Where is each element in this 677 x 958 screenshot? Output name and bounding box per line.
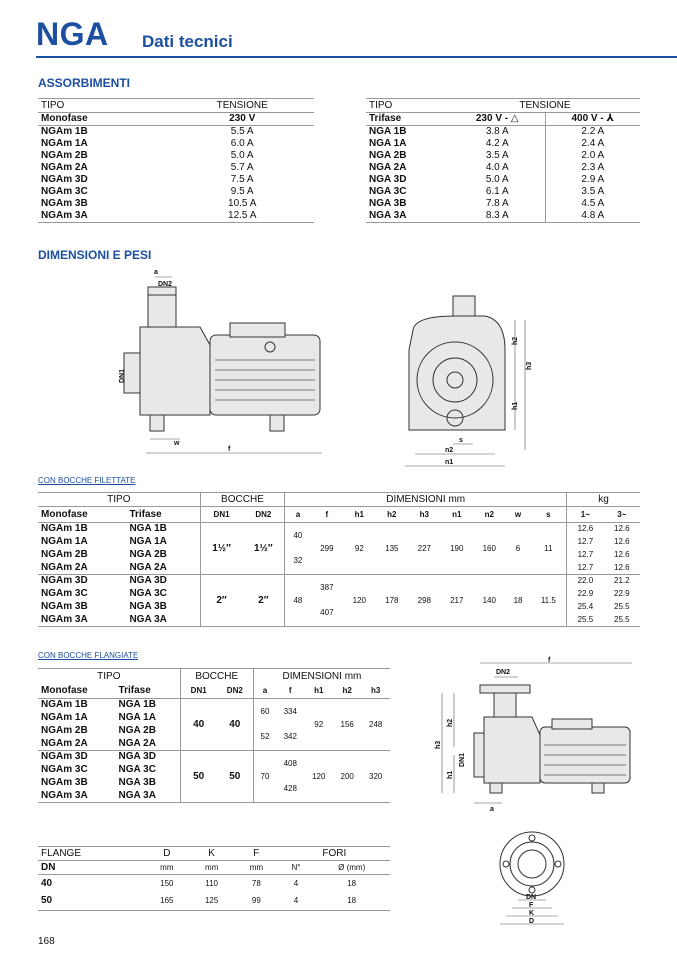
sub-header-trifase: Trifase bbox=[369, 113, 402, 124]
cell-model-mono: NGAm 3B bbox=[41, 601, 88, 612]
label-f: f bbox=[548, 657, 551, 664]
section-title-dimensioni: DIMENSIONI E PESI bbox=[38, 248, 152, 262]
label-dn1: DN1 bbox=[119, 368, 126, 383]
label-h2: h2 bbox=[447, 718, 454, 727]
section-title-flangiate: CON BOCCHE FLANGIATE bbox=[38, 651, 139, 660]
cell-dn2: 1½″ bbox=[254, 542, 273, 554]
cell-model-mono: NGAm 1B bbox=[41, 699, 88, 711]
label-h3: h3 bbox=[435, 740, 442, 749]
cell-2: 110 bbox=[205, 878, 218, 888]
cell-2: 125 bbox=[204, 896, 219, 906]
sub-header-trifase: Trifase bbox=[129, 508, 162, 520]
cell-model-mono: NGAm 2A bbox=[41, 737, 88, 749]
label-D: D bbox=[529, 918, 535, 925]
front-casing-shape bbox=[409, 316, 505, 430]
sub-header-n: N° bbox=[291, 862, 301, 872]
cell-current: 7.5 A bbox=[230, 174, 254, 185]
cell-model-tri: NGA 3A bbox=[118, 789, 156, 801]
col-header-kg: kg bbox=[567, 493, 640, 507]
cell-dn1: 40 bbox=[180, 699, 217, 751]
cell-kg-mono: 25.4 bbox=[567, 601, 604, 614]
cell-model-mono: NGAm 3C bbox=[41, 764, 88, 775]
cell-f: 428 bbox=[283, 784, 297, 794]
col-header-tipo: TIPO bbox=[369, 99, 393, 111]
cell-5: 18 bbox=[347, 878, 357, 888]
cell-dn2: 40 bbox=[229, 718, 241, 730]
sub-header-2: a bbox=[253, 685, 276, 699]
label-K: K bbox=[529, 910, 535, 917]
cell-model-mono: NGAm 1B bbox=[41, 523, 88, 535]
table-row bbox=[38, 893, 390, 911]
sub-header-230v-delta: 230 V - △ bbox=[475, 113, 519, 124]
label-a: a bbox=[154, 269, 158, 276]
cell-kg-tri: 25.5 bbox=[614, 602, 630, 611]
cell-current-400: 2.4 A bbox=[545, 138, 640, 150]
table-row bbox=[38, 162, 314, 174]
sub-header-4: h1 bbox=[314, 686, 324, 696]
cell-dn1: 50 bbox=[180, 751, 217, 803]
cell-model-tri: NGA 2A bbox=[118, 737, 156, 749]
cell-current-400: 4.8 A bbox=[545, 210, 640, 223]
cell-model: NGA 3C bbox=[369, 186, 407, 197]
cell-f: 342 bbox=[283, 732, 297, 742]
cell-a: 48 bbox=[285, 575, 311, 627]
cell-kg-mono: 25.5 bbox=[567, 614, 604, 627]
page-header bbox=[36, 16, 677, 58]
table-row bbox=[38, 575, 640, 588]
sub-header-trifase: Trifase bbox=[118, 685, 151, 697]
label-a: a bbox=[490, 806, 494, 813]
col-header-flange: FLANGE bbox=[41, 847, 82, 859]
cell-model-mono: NGAm 2B bbox=[41, 549, 88, 560]
sub-header-6: h3 bbox=[419, 509, 429, 519]
cell-s: 11.5 bbox=[540, 595, 556, 605]
cell-model: NGAm 1B bbox=[41, 126, 88, 137]
sub-header-5: h2 bbox=[387, 509, 397, 519]
sub-header-12: 3~ bbox=[617, 509, 627, 519]
col-header-bocche: BOCCHE bbox=[180, 669, 253, 685]
table-row bbox=[38, 699, 390, 712]
cell-model: NGAm 3B bbox=[41, 198, 88, 209]
table-bocche-flangiate bbox=[38, 668, 390, 803]
col-header-tensione: TENSIONE bbox=[216, 99, 268, 111]
cell-kg-tri: 21.2 bbox=[614, 576, 630, 586]
table-row bbox=[38, 751, 390, 764]
cell-n1: 217 bbox=[450, 595, 464, 605]
cell-current: 5.0 A bbox=[230, 150, 254, 161]
table-row bbox=[366, 210, 640, 223]
cell-h2: 135 bbox=[385, 543, 399, 553]
cell-h1: 92 bbox=[314, 719, 324, 729]
cell-w: 6 bbox=[515, 543, 521, 553]
cell-kg-mono: 12.7 bbox=[567, 549, 604, 562]
cell-model-tri: NGA 2A bbox=[129, 561, 167, 573]
cell-current: 10.5 A bbox=[228, 198, 257, 209]
sub-header-10: s bbox=[546, 509, 551, 519]
cell-kg-tri: 12.6 bbox=[614, 550, 630, 559]
table-assorbimenti-trifase bbox=[366, 98, 640, 223]
cell-f: 299 bbox=[320, 543, 334, 553]
cell-3: 78 bbox=[251, 878, 261, 888]
cell-h3: 227 bbox=[417, 543, 431, 553]
table-flange bbox=[38, 846, 390, 911]
cell-n1: 190 bbox=[450, 543, 464, 553]
table-row bbox=[38, 198, 314, 210]
cell-f: 407 bbox=[320, 608, 334, 618]
label-dn2: DN2 bbox=[496, 669, 511, 676]
cell-model-tri: NGA 1A bbox=[129, 536, 167, 547]
cell-model: NGA 1B bbox=[369, 126, 407, 137]
cell-model: NGAm 1A bbox=[41, 138, 88, 149]
cell-model: NGA 1A bbox=[369, 138, 407, 149]
col-header-f: F bbox=[253, 847, 260, 859]
cell-current-230: 3.8 A bbox=[485, 126, 509, 137]
sub-header-1: DN2 bbox=[226, 686, 243, 696]
table-row bbox=[366, 186, 640, 198]
cell-model-mono: NGAm 1A bbox=[41, 536, 88, 547]
sub-header-o: Ø (mm) bbox=[338, 862, 366, 872]
sub-header-1: DN2 bbox=[255, 509, 272, 519]
cell-4: 4 bbox=[293, 878, 299, 888]
cell-model: NGAm 3A bbox=[41, 210, 88, 221]
page-subtitle: Dati tecnici bbox=[142, 32, 233, 51]
top-flange-shape bbox=[480, 685, 530, 693]
cell-4: 4 bbox=[293, 896, 299, 906]
table-row bbox=[38, 174, 314, 186]
sub-header-4: h1 bbox=[354, 509, 364, 519]
label-h1: h1 bbox=[512, 401, 519, 410]
section-title-filettate: CON BOCCHE FILETTATE bbox=[38, 476, 136, 485]
table-row bbox=[38, 523, 640, 536]
cell-model-tri: NGA 2B bbox=[118, 725, 156, 736]
cell-kg-mono: 12.6 bbox=[567, 523, 604, 536]
label-s: s bbox=[459, 437, 463, 444]
col-header-tipo: TIPO bbox=[97, 670, 121, 682]
sub-header-230v: 230 V bbox=[229, 113, 256, 124]
cell-current-230: 4.0 A bbox=[485, 162, 509, 173]
table-row bbox=[38, 138, 314, 150]
cell-model-mono: NGAm 3D bbox=[41, 751, 88, 763]
cell-model-tri: NGA 2B bbox=[129, 549, 167, 560]
pump-front-view-drawing bbox=[395, 290, 535, 470]
foot-front-shape bbox=[150, 415, 164, 431]
flanged-casing-shape bbox=[484, 717, 540, 783]
sub-header-2: a bbox=[285, 507, 311, 523]
cell-dn1: 1½″ bbox=[200, 523, 242, 575]
section-title-assorbimenti: ASSORBIMENTI bbox=[38, 76, 131, 90]
table-row bbox=[38, 150, 314, 162]
cell-model: NGA 3A bbox=[369, 210, 407, 221]
col-header-tensione: TENSIONE bbox=[519, 99, 571, 111]
cell-current-400: 2.2 A bbox=[545, 126, 640, 139]
cell-h1: 120 bbox=[352, 595, 367, 605]
label-f: f bbox=[228, 446, 231, 453]
cell-current-230: 7.8 A bbox=[485, 198, 509, 209]
sub-header-0: DN1 bbox=[180, 685, 217, 699]
cell-w: 18 bbox=[513, 595, 523, 605]
terminal-box-shape bbox=[230, 323, 285, 337]
col-header-dimensioni: DIMENSIONI mm bbox=[285, 493, 567, 507]
sub-header-3: f bbox=[288, 686, 292, 696]
label-h2: h2 bbox=[512, 336, 519, 345]
cell-model-mono: NGAm 1A bbox=[41, 712, 88, 723]
cell-model-mono: NGAm 2B bbox=[41, 725, 88, 736]
cell-current-400: 3.5 A bbox=[545, 186, 640, 198]
side-flange-shape bbox=[474, 733, 484, 777]
flange-drawing bbox=[490, 830, 580, 930]
cell-model-tri: NGA 1A bbox=[118, 712, 156, 723]
table-row bbox=[366, 138, 640, 150]
page-number: 168 bbox=[38, 936, 55, 947]
cell-current-400: 2.3 A bbox=[545, 162, 640, 174]
label-dn1: DN1 bbox=[459, 752, 466, 767]
sub-header-monofase: Monofase bbox=[41, 113, 88, 124]
sub-header-3: f bbox=[325, 509, 329, 519]
cell-dn1: 2″ bbox=[200, 575, 242, 627]
cell-f: 408 bbox=[283, 758, 297, 768]
table-row bbox=[38, 126, 314, 139]
col-header-dimensioni: DIMENSIONI mm bbox=[253, 669, 390, 685]
col-header-tipo: TIPO bbox=[107, 493, 131, 505]
cell-s: 11 bbox=[544, 543, 553, 553]
cell-model: NGA 2A bbox=[369, 162, 407, 173]
cell-kg-tri: 25.5 bbox=[614, 614, 630, 624]
outlet-nozzle-shape bbox=[148, 287, 176, 327]
cell-model: NGA 3D bbox=[369, 174, 407, 185]
cell-model: NGAm 2B bbox=[41, 150, 88, 161]
cell-current-230: 6.1 A bbox=[485, 186, 509, 197]
cell-current-230: 8.3 A bbox=[485, 210, 509, 221]
cell-a: 40 bbox=[285, 523, 311, 549]
cell-a: 70 bbox=[253, 751, 276, 803]
cell-h3: 248 bbox=[369, 719, 383, 729]
cell-n2: 160 bbox=[482, 543, 496, 553]
cell-model: NGAm 3C bbox=[41, 186, 88, 197]
cell-model-mono: NGAm 2A bbox=[41, 561, 88, 573]
cell-kg-mono: 22.0 bbox=[567, 575, 604, 588]
label-h1: h1 bbox=[447, 770, 454, 779]
sub-header-monofase: Monofase bbox=[41, 685, 88, 697]
cell-f: 334 bbox=[283, 706, 297, 716]
cell-1: 165 bbox=[160, 896, 174, 906]
col-header-tipo: TIPO bbox=[41, 99, 65, 111]
sub-header-8: n2 bbox=[484, 509, 494, 519]
cell-model-tri: NGA 3D bbox=[118, 751, 156, 763]
cell-h2: 178 bbox=[385, 595, 399, 605]
cell-model-tri: NGA 1B bbox=[118, 699, 156, 711]
cell-0: 50 bbox=[41, 895, 53, 907]
inlet-shape bbox=[124, 353, 140, 393]
cell-model-mono: NGAm 3A bbox=[41, 613, 88, 625]
cell-model-tri: NGA 3D bbox=[129, 575, 167, 587]
cell-model-mono: NGAm 3A bbox=[41, 789, 88, 801]
cell-h1: 120 bbox=[312, 771, 326, 781]
brand-title: NGA bbox=[36, 16, 109, 52]
cell-h3: 320 bbox=[369, 771, 383, 781]
cell-kg-mono: 12.7 bbox=[567, 536, 604, 549]
cell-current: 12.5 A bbox=[228, 210, 257, 221]
sub-header-k-unit: mm bbox=[204, 862, 219, 872]
cell-current: 6.0 A bbox=[230, 138, 254, 149]
cell-model-tri: NGA 3C bbox=[118, 764, 156, 775]
cell-a: 52 bbox=[253, 725, 276, 751]
cell-model-mono: NGAm 3D bbox=[41, 575, 88, 587]
cell-current-230: 3.5 A bbox=[485, 150, 509, 161]
cell-model: NGA 3B bbox=[369, 198, 407, 209]
cell-dn2: 50 bbox=[229, 770, 241, 782]
sub-header-monofase: Monofase bbox=[41, 508, 88, 520]
table-row bbox=[366, 126, 640, 139]
table-row bbox=[38, 875, 390, 893]
cell-h2: 156 bbox=[340, 719, 354, 729]
cell-a: 32 bbox=[285, 549, 311, 575]
cell-current-230: 4.2 A bbox=[485, 138, 509, 149]
table-row bbox=[38, 210, 314, 223]
table-row bbox=[366, 150, 640, 162]
sub-header-0: DN1 bbox=[200, 507, 242, 523]
cell-a: 60 bbox=[253, 699, 276, 725]
cell-kg-tri: 12.6 bbox=[614, 562, 630, 572]
cell-h2: 200 bbox=[340, 771, 354, 781]
table-assorbimenti-monofase bbox=[38, 98, 314, 223]
cell-model: NGAm 2A bbox=[41, 162, 88, 173]
cell-3: 99 bbox=[251, 896, 261, 906]
label-w: w bbox=[174, 440, 180, 447]
sub-header-dn: DN bbox=[41, 861, 56, 873]
cell-model: NGAm 3D bbox=[41, 174, 88, 185]
sub-header-400v-star: 400 V - ⅄ bbox=[545, 113, 640, 126]
cell-model-tri: NGA 3B bbox=[118, 777, 156, 788]
sub-header-f-unit: mm bbox=[249, 862, 264, 872]
label-h3: h3 bbox=[526, 361, 533, 370]
sub-header-d-unit: mm bbox=[160, 862, 174, 872]
table-row bbox=[366, 174, 640, 186]
cell-current-230: 5.0 A bbox=[485, 174, 509, 185]
cell-5: 18 bbox=[347, 896, 357, 906]
sub-header-5: h2 bbox=[342, 686, 352, 696]
cell-current: 9.5 A bbox=[230, 186, 254, 197]
cell-1: 150 bbox=[160, 878, 174, 888]
cell-kg-mono: 12.7 bbox=[567, 562, 604, 575]
foot-rear-shape bbox=[270, 415, 284, 431]
table-row bbox=[38, 186, 314, 198]
outlet-neck-shape bbox=[494, 693, 516, 717]
cell-h1: 92 bbox=[354, 543, 364, 553]
sub-header-9: w bbox=[514, 509, 522, 519]
pump-casing-shape bbox=[140, 327, 210, 415]
label-dn: DN bbox=[526, 894, 537, 901]
cell-current-400: 2.0 A bbox=[545, 150, 640, 162]
col-header-bocche: BOCCHE bbox=[200, 493, 285, 507]
table-bocche-filettate bbox=[38, 492, 640, 627]
cell-h3: 298 bbox=[417, 595, 431, 605]
label-F: F bbox=[529, 902, 534, 909]
cell-model: NGA 2B bbox=[369, 150, 407, 161]
cell-kg-tri: 22.9 bbox=[614, 589, 630, 598]
cell-f: 387 bbox=[320, 582, 334, 592]
label-n2: n2 bbox=[445, 447, 454, 454]
cell-current-400: 2.9 A bbox=[545, 174, 640, 186]
cell-model-mono: NGAm 3C bbox=[41, 588, 88, 599]
cell-dn2: 2″ bbox=[258, 594, 269, 606]
cell-current: 5.5 A bbox=[230, 126, 254, 137]
col-header-d: D bbox=[163, 847, 171, 859]
label-n1: n1 bbox=[445, 459, 454, 466]
cell-current-400: 4.5 A bbox=[545, 198, 640, 210]
cell-n2: 140 bbox=[482, 595, 496, 605]
cell-kg-tri: 12.6 bbox=[614, 537, 630, 546]
sub-header-6: h3 bbox=[371, 686, 381, 696]
cell-0: 40 bbox=[41, 877, 53, 889]
cell-model-tri: NGA 3A bbox=[129, 613, 167, 625]
col-header-fori: FORI bbox=[322, 847, 347, 859]
table-row bbox=[366, 198, 640, 210]
label-dn2: DN2 bbox=[158, 281, 173, 288]
cell-current: 5.7 A bbox=[230, 162, 254, 173]
pump-flanged-drawing bbox=[432, 655, 642, 815]
cell-kg-mono: 22.9 bbox=[567, 588, 604, 601]
sub-header-7: n1 bbox=[452, 509, 462, 519]
cell-model-mono: NGAm 3B bbox=[41, 777, 88, 788]
cell-kg-tri: 12.6 bbox=[614, 524, 630, 534]
cell-model-tri: NGA 3B bbox=[129, 601, 167, 612]
cell-model-tri: NGA 3C bbox=[129, 588, 167, 599]
pump-side-view-drawing bbox=[110, 265, 340, 465]
table-row bbox=[366, 162, 640, 174]
sub-header-11: 1~ bbox=[567, 507, 604, 523]
col-header-k: K bbox=[208, 847, 215, 859]
cell-model-tri: NGA 1B bbox=[129, 523, 167, 535]
